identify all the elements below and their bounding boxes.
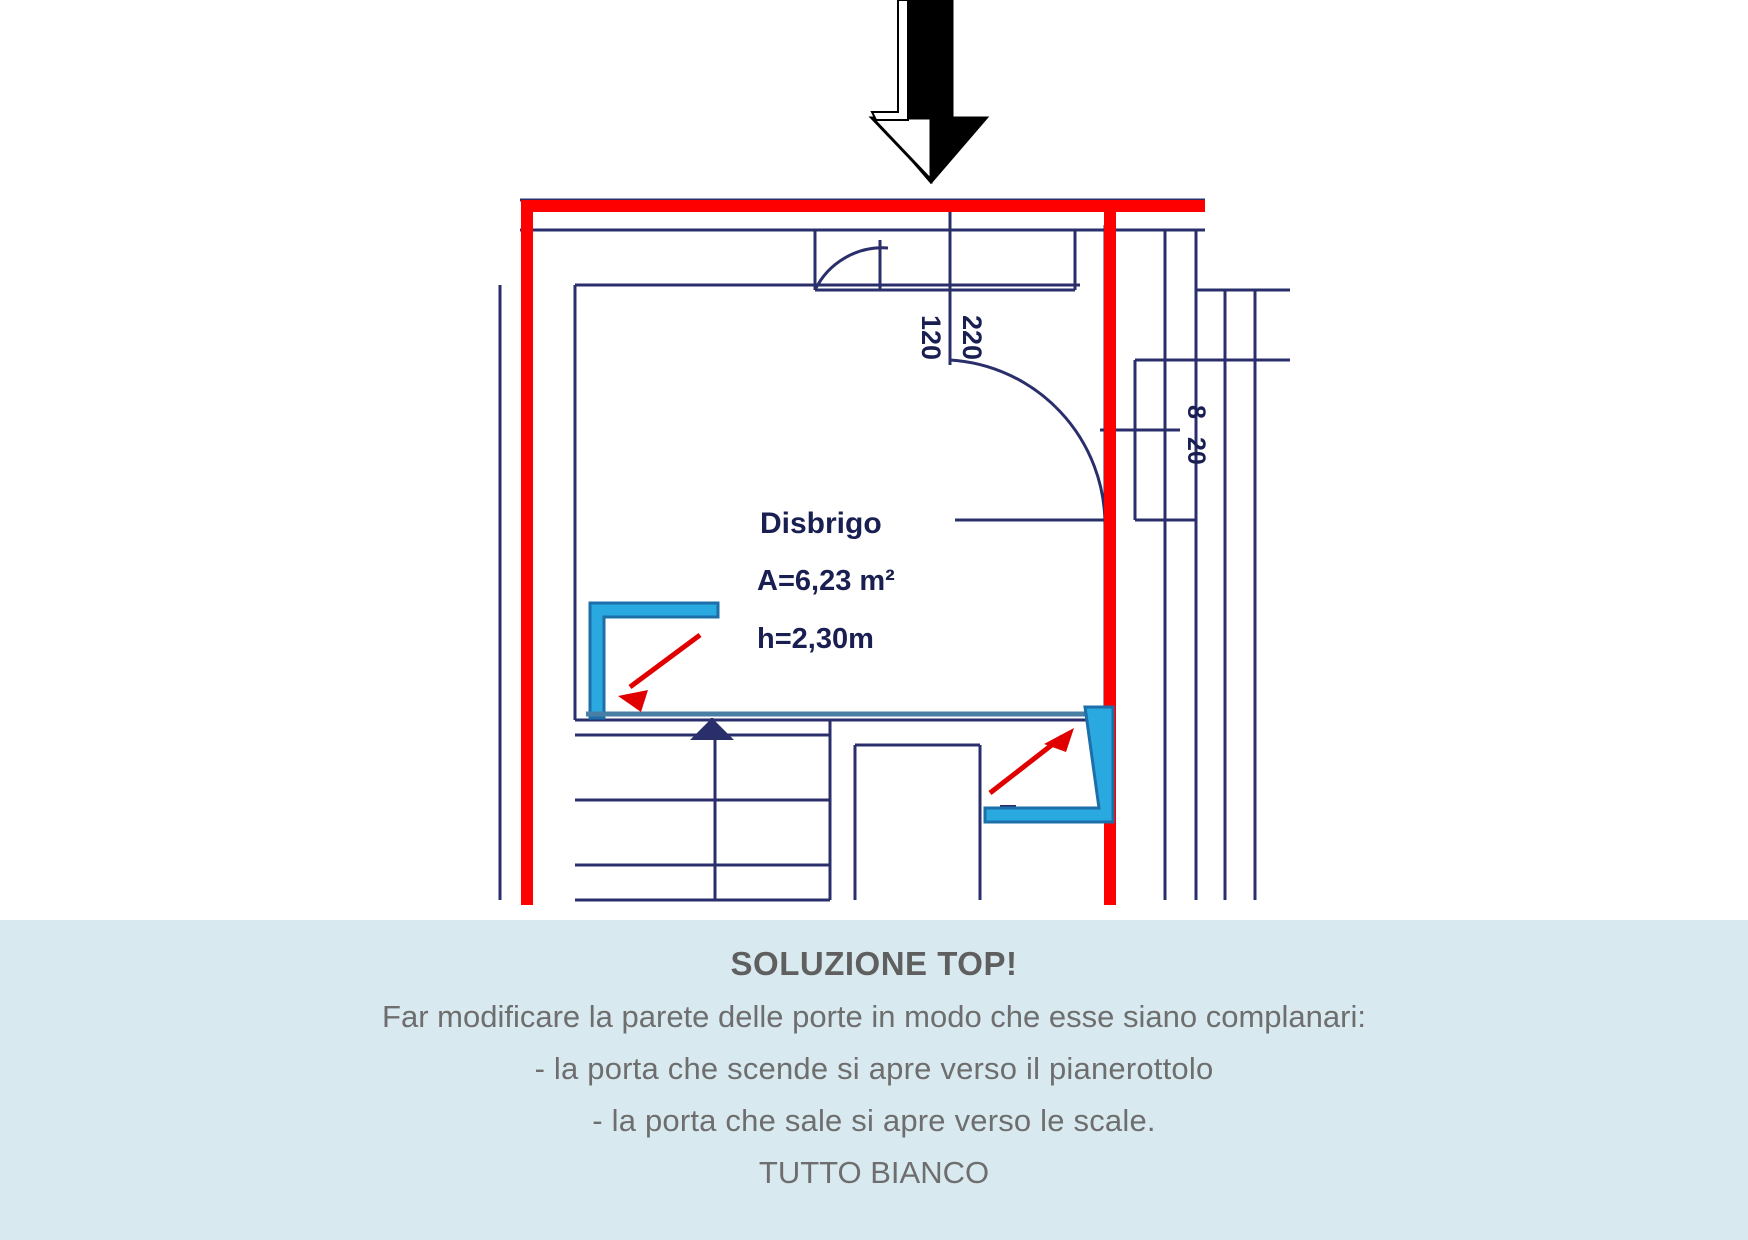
door-height-label: 220 — [957, 315, 987, 361]
room-height-label: h=2,30m — [757, 623, 874, 655]
right-door-width-label: 8 — [1182, 405, 1210, 419]
caption-panel — [0, 920, 1748, 1240]
right-door-height-label: 20 — [1182, 437, 1210, 465]
room-name-label: Disbrigo — [760, 507, 882, 540]
caption-line-2: - la porta che scende si apre verso il pianerottolo — [534, 1051, 1214, 1086]
caption-title: SOLUZIONE TOP! — [730, 945, 1018, 982]
caption-footer: TUTTO BIANCO — [758, 1155, 990, 1190]
caption-line-1: Far modificare la parete delle porte in modo che esse siano complanari: — [382, 999, 1366, 1034]
room-area-label: A=6,23 m² — [757, 565, 895, 597]
door-width-label: 120 — [916, 315, 946, 361]
caption-line-3: - la porta che sale si apre verso le scale. — [592, 1103, 1156, 1138]
